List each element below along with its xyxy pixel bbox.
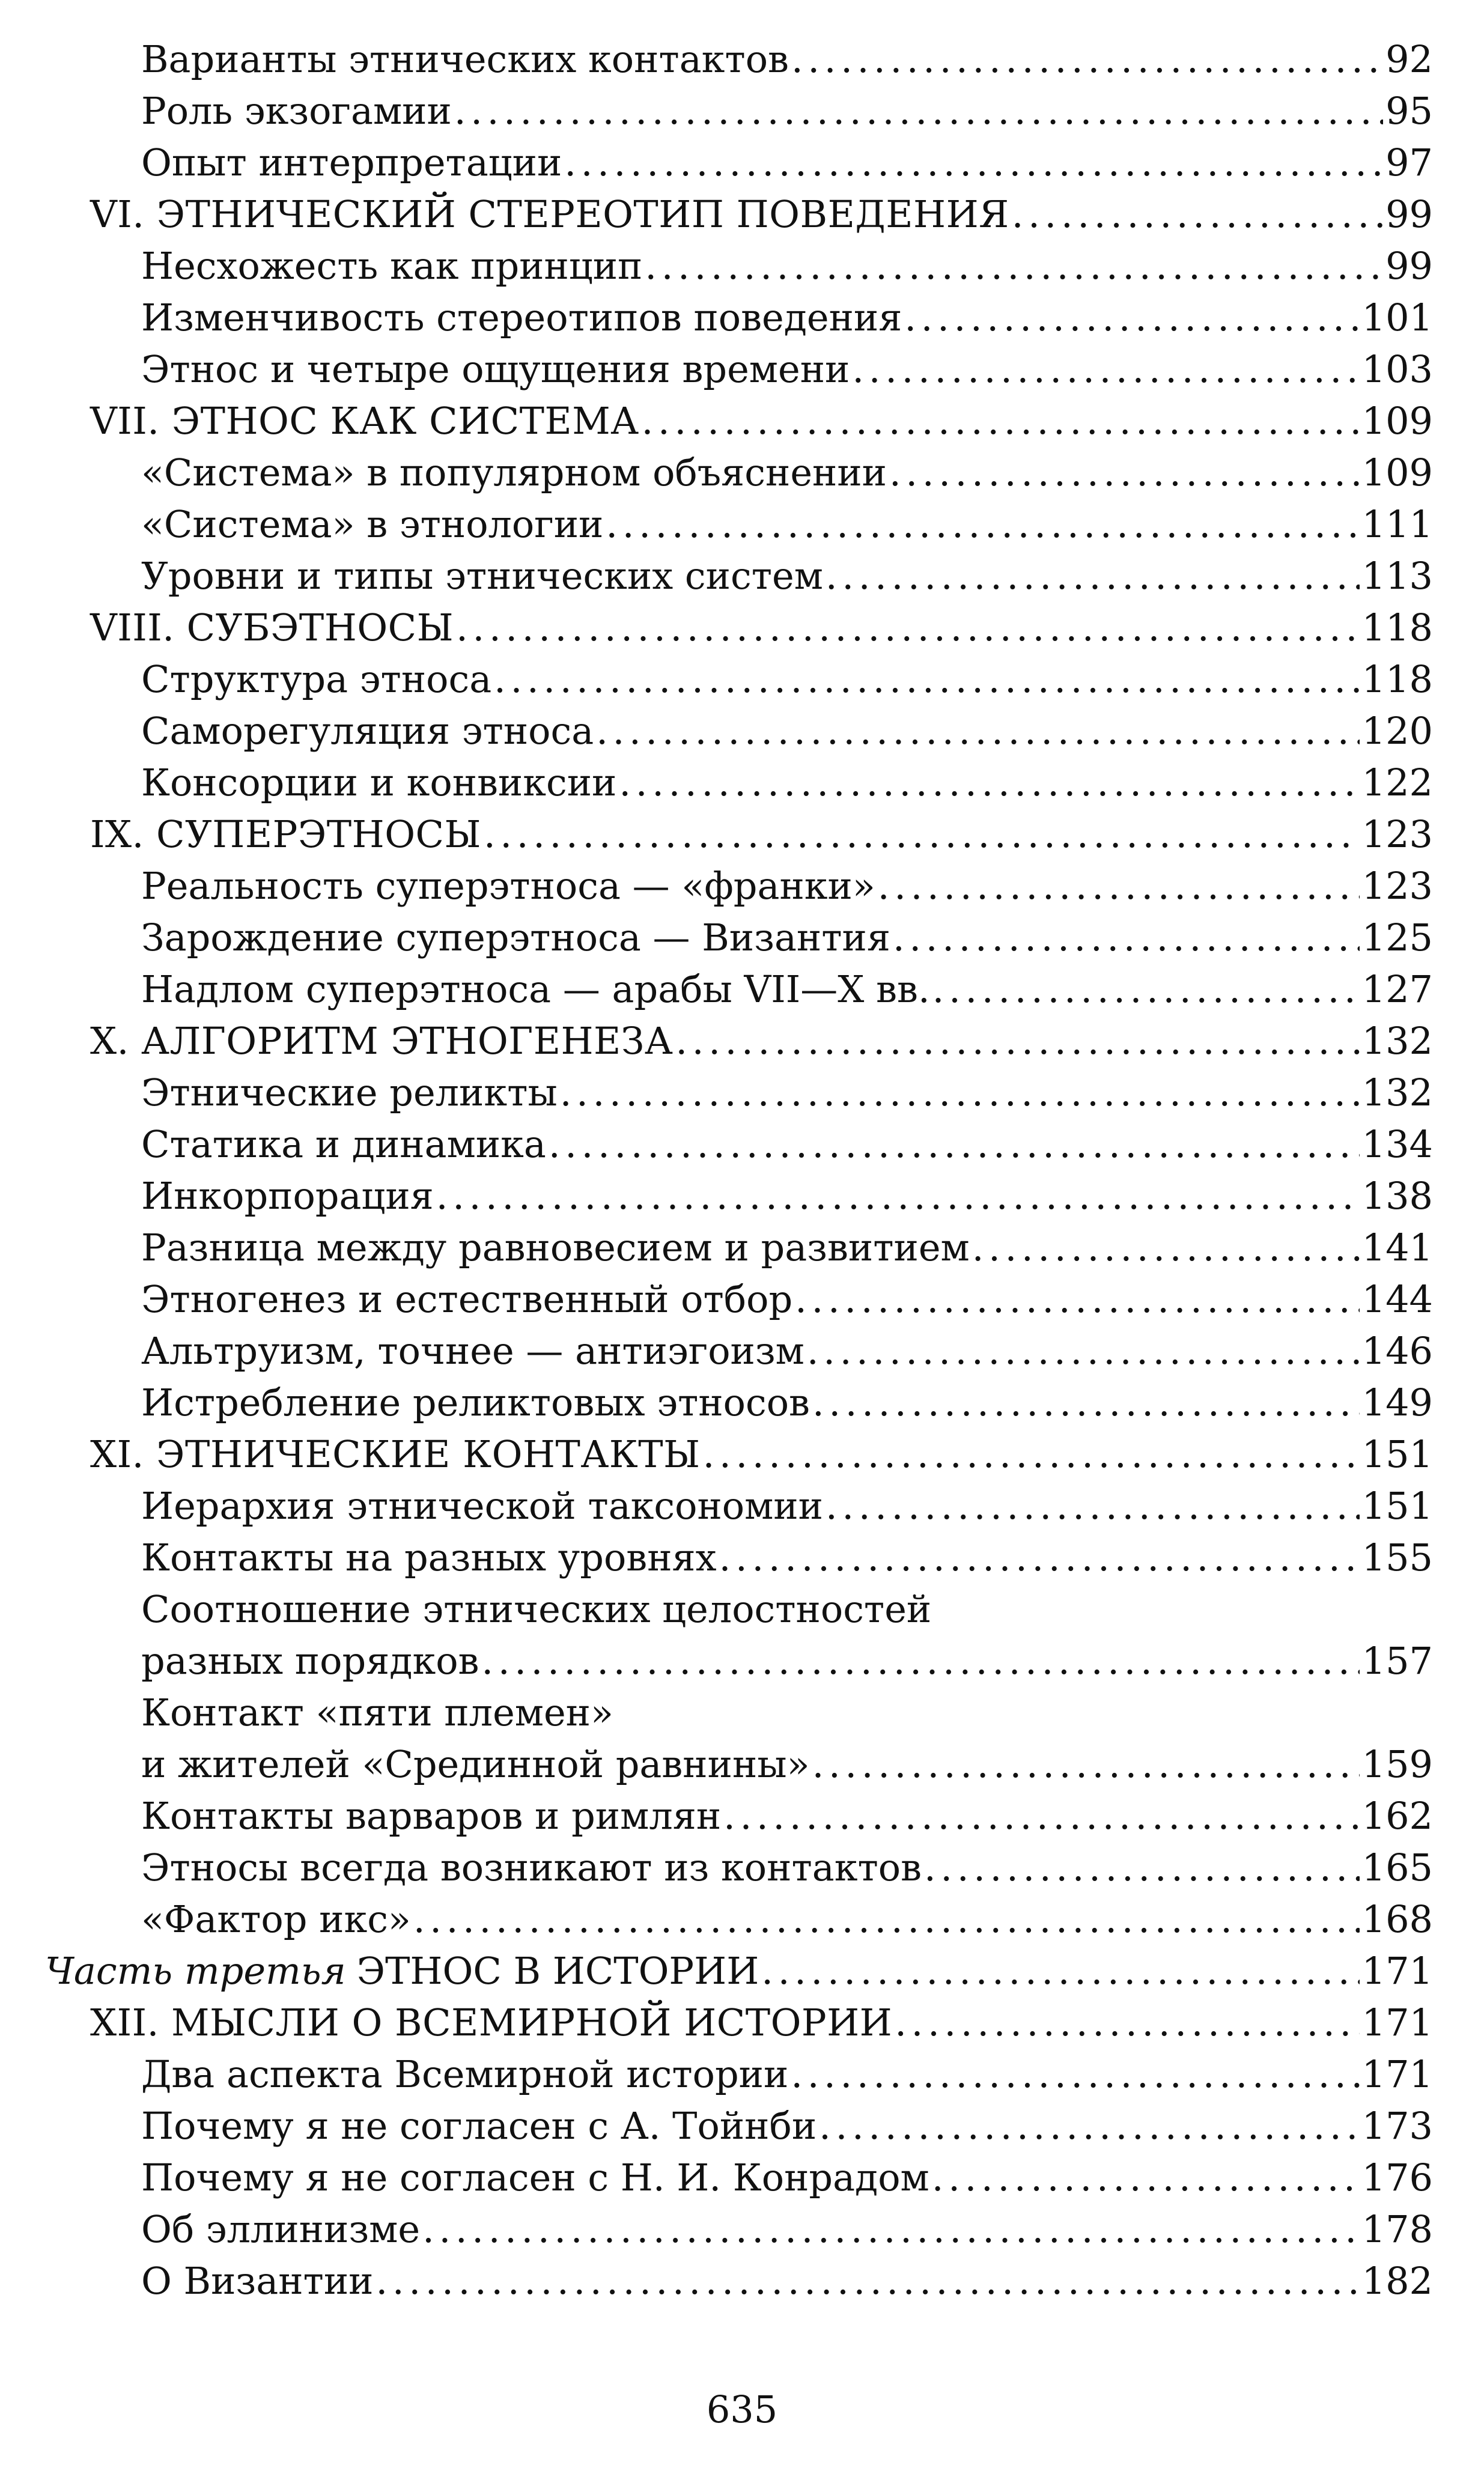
dot-leader	[791, 2049, 1359, 2100]
toc-entry-page: 168	[1361, 1897, 1433, 1941]
toc-entry-title: VII. ЭТНОС КАК СИСТЕМА	[90, 399, 639, 443]
dot-leader	[972, 1222, 1360, 1274]
toc-entry-title: Консорции и конвиксии	[141, 761, 617, 804]
toc-entry-part	[45, 1945, 1433, 1997]
toc-entry-section	[141, 292, 1433, 344]
toc-entry-page: 101	[1361, 296, 1433, 339]
part-prefix: Часть третья	[45, 1949, 346, 1993]
toc-entry-section	[141, 2255, 1433, 2307]
toc-entry-title: Зарождение суперэтноса — Византия	[141, 916, 890, 959]
toc-entry-page: 138	[1361, 1174, 1433, 1218]
toc-entry-section	[141, 1894, 1433, 1945]
toc-entry-page: 176	[1361, 2156, 1433, 2199]
dot-leader	[932, 2152, 1360, 2204]
toc-entry-page: 171	[1361, 1949, 1433, 1993]
dot-leader	[852, 344, 1359, 395]
dot-leader	[376, 2255, 1359, 2307]
toc-entry-page: 144	[1361, 1277, 1433, 1321]
toc-entry-section	[141, 1325, 1433, 1377]
toc-entry-page: 182	[1361, 2259, 1433, 2303]
toc-entry-section	[141, 1635, 1433, 1687]
toc-entry-title: Уровни и типы этнических систем	[141, 554, 823, 598]
dot-leader	[1012, 189, 1383, 240]
toc-entry-page: 97	[1385, 141, 1433, 184]
dot-leader	[819, 2100, 1360, 2152]
dot-leader	[807, 1325, 1360, 1377]
toc-entry-page: 109	[1361, 399, 1433, 443]
dot-leader	[924, 1842, 1360, 1894]
toc-entry-title: Контакты на разных уровнях	[141, 1536, 717, 1579]
toc-entry-page: 118	[1361, 606, 1433, 649]
toc-entry-title: Надлом суперэтноса — арабы VII—X вв.	[141, 967, 930, 1011]
toc-entry-section	[141, 705, 1433, 757]
toc-entry-title: IX. СУПЕРЭТНОСЫ	[90, 812, 481, 856]
toc-entry-title: Саморегуляция этноса	[141, 709, 594, 753]
toc-entry-page: 141	[1361, 1226, 1433, 1269]
dot-leader	[675, 1015, 1359, 1067]
toc-entry-title: Этногенез и естественный отбор	[141, 1277, 793, 1321]
dot-leader	[904, 292, 1359, 344]
dot-leader	[703, 1429, 1360, 1480]
toc-entry-title: XI. ЭТНИЧЕСКИЕ КОНТАКТЫ	[90, 1432, 701, 1476]
toc-entry-title-line: Соотношение этнических целостностей	[141, 1587, 932, 1631]
toc-entry-section	[141, 1274, 1433, 1325]
toc-entry-section	[141, 1222, 1433, 1274]
toc-entry-page: 173	[1361, 2104, 1433, 2148]
toc-entry-title: Опыт интерпретации	[141, 141, 562, 184]
toc-entry-chapter	[90, 602, 1433, 654]
dot-leader	[481, 1635, 1359, 1687]
dot-leader	[456, 602, 1360, 654]
toc-entry-chapter	[90, 1429, 1433, 1480]
toc-entry-title: VI. ЭТНИЧЕСКИЙ СТЕРЕОТИП ПОВЕДЕНИЯ	[90, 192, 1009, 236]
dot-leader	[932, 964, 1360, 1015]
toc-entry-title: О Византии	[141, 2259, 374, 2303]
dot-leader	[812, 1377, 1360, 1429]
toc-entry-section	[141, 2100, 1433, 2152]
toc-entry-page: 111	[1361, 502, 1433, 546]
toc-entry-title: Этносы всегда возникают из контактов	[141, 1846, 922, 1889]
toc-entry-section	[141, 1532, 1433, 1584]
toc-entry-title: Об эллинизме	[141, 2207, 421, 2251]
dot-leader	[826, 1480, 1360, 1532]
toc-entry-page: 157	[1361, 1639, 1433, 1683]
toc-entry-section	[141, 2049, 1433, 2100]
toc-entry-title: «Фактор икс»	[141, 1897, 411, 1941]
toc-entry-chapter	[90, 189, 1433, 240]
dot-leader	[791, 34, 1383, 85]
toc-entry-page: 159	[1361, 1742, 1433, 1786]
dot-leader	[436, 1170, 1360, 1222]
toc-entry-title: Почему я не согласен с Н. И. Конрадом	[141, 2156, 929, 2199]
toc-entry-page: 178	[1361, 2207, 1433, 2251]
toc-entry-page: 151	[1361, 1432, 1433, 1476]
toc-entry-title: Истребление реликтовых этносов	[141, 1381, 810, 1424]
toc-entry-title: Этнос и четыре ощущения времени	[141, 347, 850, 391]
toc-entry-page: 162	[1361, 1794, 1433, 1838]
toc-entry-section	[141, 2204, 1433, 2255]
toc-entry-page: 151	[1361, 1484, 1433, 1528]
toc-entry-section	[141, 1377, 1433, 1429]
toc-entry-page: 99	[1385, 244, 1433, 288]
toc-entry-section	[141, 757, 1433, 809]
toc-entry-page: 127	[1361, 967, 1433, 1011]
toc-entry-section	[141, 964, 1433, 1015]
dot-leader	[564, 137, 1383, 189]
toc-entry-page: 132	[1361, 1019, 1433, 1063]
dot-leader	[889, 447, 1360, 499]
toc-entry-title-line: Контакт «пяти племен»	[141, 1691, 613, 1734]
toc-entry-page: 149	[1361, 1381, 1433, 1424]
toc-entry-chapter	[90, 1997, 1433, 2049]
toc-entry-title: «Система» в популярном объяснении	[141, 451, 887, 494]
toc-entry-page: 171	[1361, 2052, 1433, 2096]
toc-entry-section	[141, 1480, 1433, 1532]
toc-entry-section	[141, 447, 1433, 499]
toc-entry-title: X. АЛГОРИТМ ЭТНОГЕНЕЗА	[90, 1019, 674, 1063]
toc-entry-page: 171	[1361, 2001, 1433, 2044]
toc-entry-section	[141, 654, 1433, 705]
toc-entry-section	[141, 1119, 1433, 1170]
toc-entry-section	[141, 34, 1433, 85]
toc-entry-title: XII. МЫСЛИ О ВСЕМИРНОЙ ИСТОРИИ	[90, 2001, 893, 2044]
toc-entry-page: 123	[1361, 812, 1433, 856]
toc-entry-section	[141, 1170, 1433, 1222]
toc-entry-chapter	[90, 395, 1433, 447]
toc-entry-section	[141, 344, 1433, 395]
toc-entry-page: 99	[1385, 192, 1433, 236]
toc-entry-section	[141, 912, 1433, 964]
toc-entry-page: 92	[1385, 37, 1433, 81]
toc-entry-title: и жителей «Срединной равнины»	[141, 1742, 810, 1786]
toc-entry-page: 103	[1361, 347, 1433, 391]
toc-entry-page: 109	[1361, 451, 1433, 494]
dot-leader	[642, 395, 1360, 447]
dot-leader	[878, 860, 1360, 912]
toc-entry-title: Изменчивость стереотипов поведения	[141, 296, 902, 339]
toc-entry-title: Несхожесть как принцип	[141, 244, 643, 288]
toc-entry-section	[141, 1842, 1433, 1894]
dot-leader	[895, 1997, 1359, 2049]
dot-leader	[454, 85, 1383, 137]
toc-entry-page: 95	[1385, 89, 1433, 133]
toc-entry-title: Контакты варваров и римлян	[141, 1794, 722, 1838]
dot-leader	[606, 499, 1359, 550]
toc-entry-page: 123	[1361, 864, 1433, 908]
toc-entry-section	[141, 1739, 1433, 1790]
toc-entry-section	[141, 499, 1433, 550]
toc-entry-page: 125	[1361, 916, 1433, 959]
toc-entry-title: ЭТНОС В ИСТОРИИ	[356, 1949, 759, 1993]
dot-leader	[484, 809, 1360, 860]
toc-entry-section	[141, 1790, 1433, 1842]
page-number: 635	[706, 2387, 778, 2431]
dot-leader	[422, 2204, 1360, 2255]
toc-entry-section	[141, 860, 1433, 912]
dot-leader	[560, 1067, 1360, 1119]
toc-entry-page: 122	[1361, 761, 1433, 804]
toc-entry-title: Структура этноса	[141, 657, 492, 701]
dot-leader	[795, 1274, 1360, 1325]
toc-entry-title: Инкорпорация	[141, 1174, 434, 1218]
dot-leader	[413, 1894, 1360, 1945]
toc-entry-page: 155	[1361, 1536, 1433, 1579]
toc-entry-page: 120	[1361, 709, 1433, 753]
dot-leader	[596, 705, 1359, 757]
toc-entry-page: 146	[1361, 1329, 1433, 1373]
toc-entry-title: Иерархия этнической таксономии	[141, 1484, 823, 1528]
toc-entry-section	[141, 85, 1433, 137]
toc-entry-title: VIII. СУБЭТНОСЫ	[90, 606, 454, 649]
toc-entry-page: 165	[1361, 1846, 1433, 1889]
toc-entry-page: 132	[1361, 1071, 1433, 1114]
toc-entry-section	[141, 2152, 1433, 2204]
toc-entry-title: Почему я не согласен с А. Тойнби	[141, 2104, 817, 2148]
toc-entry-section	[141, 550, 1433, 602]
toc-entry-title: Статика и динамика	[141, 1122, 546, 1166]
toc-entry-title: Роль экзогамии	[141, 89, 452, 133]
toc-entry-section	[141, 137, 1433, 189]
toc-entry-title: Разница между равновесием и развитием	[141, 1226, 970, 1269]
toc-entry-title: «Система» в этнологии	[141, 502, 604, 546]
dot-leader	[826, 550, 1360, 602]
dot-leader	[761, 1945, 1359, 1997]
toc-entry-chapter	[90, 809, 1433, 860]
toc-entry-section	[141, 1067, 1433, 1119]
dot-leader	[723, 1790, 1360, 1842]
dot-leader	[719, 1532, 1360, 1584]
toc-entry-section	[141, 240, 1433, 292]
toc-entry-title: Этнические реликты	[141, 1071, 558, 1114]
dot-leader	[645, 240, 1383, 292]
toc-entry-page: 118	[1361, 657, 1433, 701]
toc-entry-title: Варианты этнических контактов	[141, 37, 789, 81]
dot-leader	[549, 1119, 1360, 1170]
dot-leader	[619, 757, 1359, 809]
toc-entry-title: Альтруизм, точнее — антиэгоизм	[141, 1329, 804, 1373]
toc-entry-title: Два аспекта Всемирной истории	[141, 2052, 789, 2096]
toc-entry-chapter	[90, 1015, 1433, 1067]
dot-leader	[812, 1739, 1360, 1790]
toc-entry-page: 113	[1361, 554, 1433, 598]
toc-entry-title: Реальность суперэтноса — «франки»	[141, 864, 875, 908]
toc-entry-page: 134	[1361, 1122, 1433, 1166]
toc-entry-title: разных порядков	[141, 1639, 479, 1683]
dot-leader	[494, 654, 1359, 705]
dot-leader	[893, 912, 1360, 964]
